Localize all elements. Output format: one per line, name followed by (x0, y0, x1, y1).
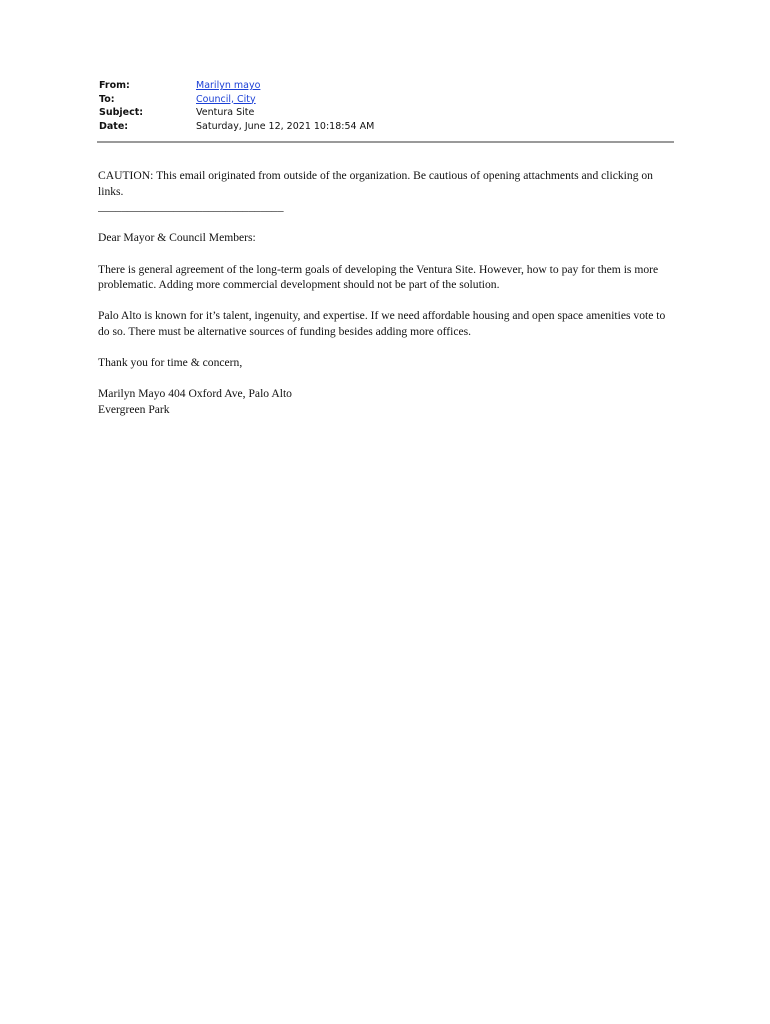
greeting: Dear Mayor & Council Members: (98, 231, 256, 245)
from-link[interactable]: Marilyn mayo (196, 80, 261, 91)
signature-line-1: Marilyn Mayo 404 Oxford Ave, Palo Alto (98, 387, 292, 401)
date-value: Saturday, June 12, 2021 10:18:54 AM (196, 120, 375, 132)
to-row (99, 93, 674, 107)
to-label: To: (99, 93, 115, 105)
subject-label: Subject: (99, 107, 144, 118)
paragraph-1: There is general agreement of the long-term goals of developing the Ventura Site. However, how to pay for them is more problematic. Adding more commercial development should not be part of the solution. (98, 262, 659, 292)
header-divider (97, 141, 674, 143)
date-label: Date: (99, 120, 129, 132)
signature-line-2: Evergreen Park (98, 402, 170, 416)
closing: Thank you for time & concern, (98, 356, 243, 370)
caution-notice: CAUTION: This email originated from outside of the organization. Be cautious of opening attachments and clicking on links. (98, 169, 653, 198)
subject-value: Ventura Site (196, 107, 255, 118)
from-row (99, 79, 674, 93)
date-row (99, 120, 674, 134)
to-link[interactable]: Council, City (196, 93, 256, 105)
email-header (99, 79, 674, 133)
paragraph-2: Palo Alto is known for it’s talent, ingenuity, and expertise. If we need affordable housing and open space amenities vote to do so. There must be alternative sources of funding besides adding more offices. (98, 309, 666, 338)
separator-line: ________________________________ (98, 200, 284, 214)
subject-row (99, 106, 674, 120)
from-label: From: (99, 80, 130, 91)
email-body (98, 168, 676, 418)
